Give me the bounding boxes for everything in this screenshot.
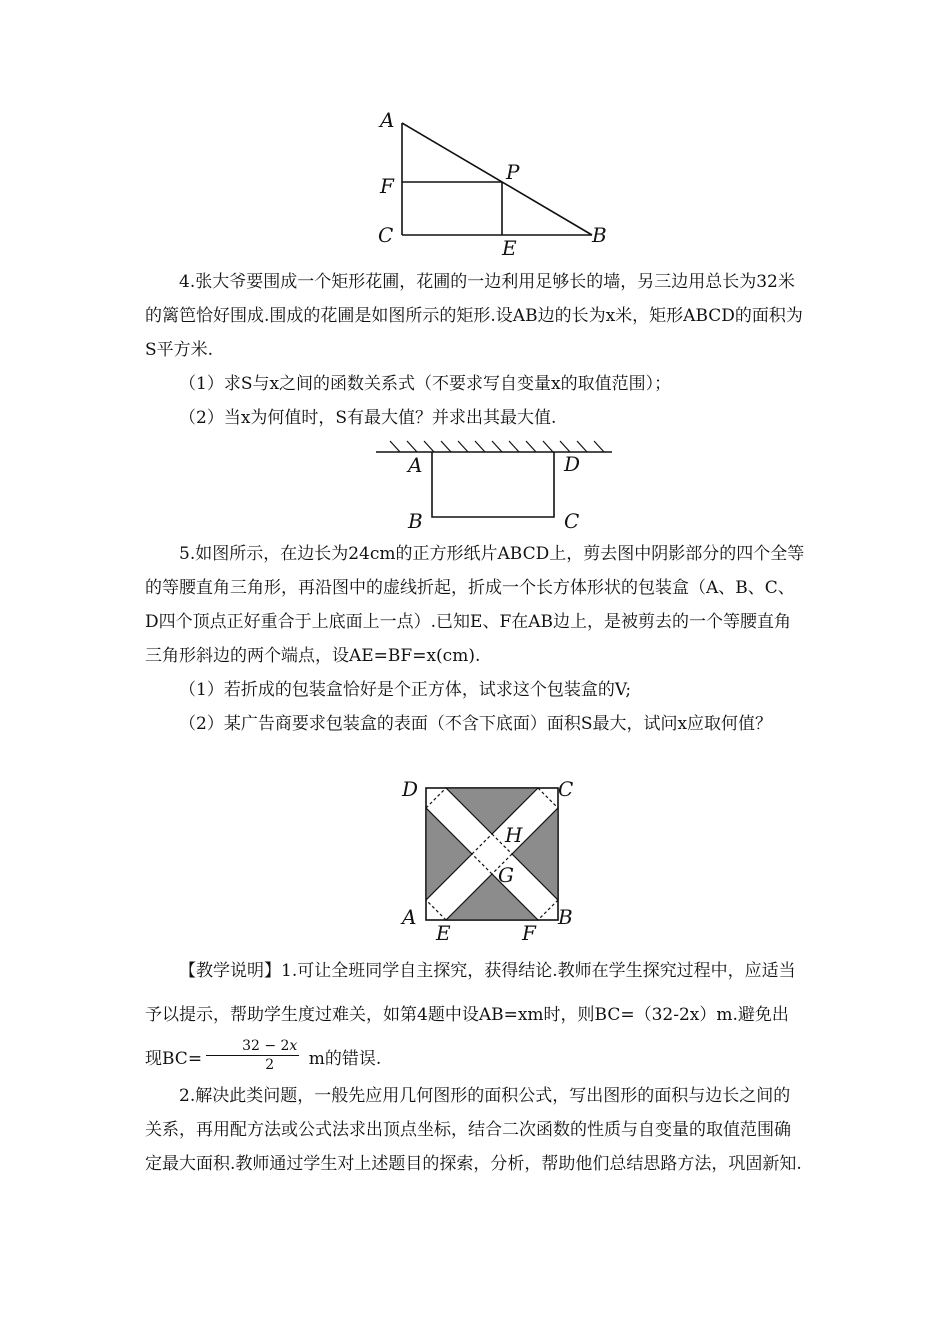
box-net-figure	[398, 772, 588, 944]
problem-4-q1: （1）求S与x之间的函数关系式（不要求写自变量x的取值范围）；	[179, 374, 672, 394]
label-g: G	[498, 863, 514, 887]
label-a: A	[408, 453, 423, 477]
problem-5-q2: （2）某广告商要求包装盒的表面（不含下底面）面积S最大，试问x应取何值？	[179, 714, 773, 734]
label-b: B	[558, 905, 573, 929]
fraction-denominator: 2	[265, 1057, 275, 1073]
label-a: A	[380, 108, 395, 132]
problem-4-q2: （2）当x为何值时，S有最大值？并求出其最大值.	[179, 408, 557, 428]
side-ab	[402, 123, 592, 235]
label-c: C	[558, 777, 574, 801]
teaching-note-2: 2.解决此类问题，一般先应用几何图形的面积公式，写出图形的面积与边长之间的关系，再用配方法或公式法求出顶点坐标，结合二次函数的性质与自变量的取值范围确定最大面积.教师通过学生对上述题目的探索，分析，帮助他们总结思路方法，巩固新知.	[145, 1086, 802, 1174]
label-c: C	[564, 509, 580, 533]
label-c: C	[378, 223, 394, 247]
label-d: D	[564, 452, 581, 476]
label-a: A	[402, 905, 417, 929]
label-e: E	[436, 921, 451, 944]
problem-5-q1: （1）若折成的包装盒恰好是个正方体，试求这个包装盒的V;	[179, 680, 632, 700]
label-d: D	[402, 777, 419, 801]
problem-5-text: 5.如图所示，在边长为24cm的正方形纸片ABCD上，剪去图中阴影部分的四个全等的等腰直角三角形，再沿图中的虚线折起，折成一个长方体形状的包装盒（A、B、C、D四个顶点正好重合于上底面上一点）.已知E、F在AB边上，是被剪去的一个等腰直角三角形斜边的两个端点，设AE=BF=x(cm).	[145, 544, 805, 666]
fraction	[206, 1037, 299, 1074]
label-e: E	[502, 236, 517, 260]
label-f: F	[522, 921, 536, 944]
teaching-note-1-text: 【教学说明】1.可让全班同学自主探究，获得结论.教师在学生探究过程中，应适当予以提示，帮助学生度过难关，如第4题中设AB=xm时，则BC=（32-2x）m.避免出现BC=	[145, 961, 796, 1069]
teaching-note-1-end: m的错误.	[303, 1049, 382, 1069]
label-b: B	[592, 223, 607, 247]
problem-4-text: 4.张大爷要围成一个矩形花圃，花圃的一边利用足够长的墙，另三边用总长为32米的篱笆恰好围成.围成的花圃是如图所示的矩形.设AB边的长为x米，矩形ABCD的面积为S平方米.	[145, 272, 803, 360]
fence-rectangle	[432, 452, 554, 517]
label-b: B	[408, 509, 423, 533]
numerator-variable: x	[289, 1038, 298, 1054]
numerator-number: 32 − 2	[242, 1038, 290, 1054]
label-f: F	[380, 174, 394, 198]
garden-figure	[370, 436, 620, 536]
label-p: P	[506, 160, 520, 184]
fraction-numerator	[206, 1037, 299, 1056]
wall-hatching	[390, 441, 604, 452]
teaching-note-1	[145, 949, 805, 1081]
label-h: H	[505, 823, 523, 847]
triangle-figure	[370, 105, 630, 265]
